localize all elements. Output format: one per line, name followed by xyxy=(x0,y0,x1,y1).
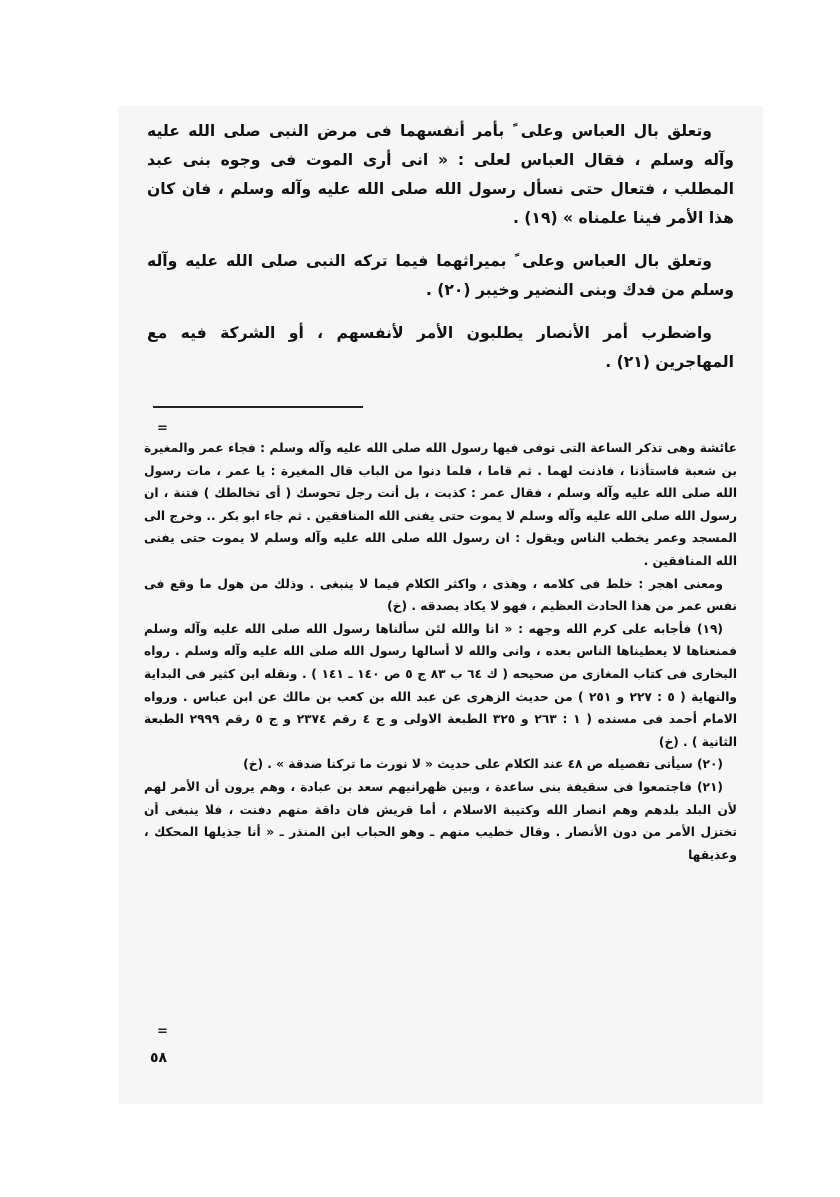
footnote-continued: ومعنى اهجر : خلط فى كلامه ، وهذى ، واكثر الكلام فيما لا ينبغى . وذلك من هول ما وقع فى نفس عمر من هذا الحادث العظيم ، فهو لا يكاد يصدقه . (خ) xyxy=(144,576,737,614)
paragraph: وتعلق بال العباس وعلى ً بأمر أنفسهما فى مرض النبى صلى الله عليه وآله وسلم ، فقال العباس لعلى : « انى أرى الموت فى وجوه بنى عبد المطلب ، فتعال حتى نسأل رسول الله صلى الله عليه وآله وسلم ، فان كان هذا الأمر فينا علمناه » (١٩) . xyxy=(147,122,734,227)
footnote-continued: عائشة وهى تذكر الساعة التى توفى فيها رسول الله صلى الله عليه وآله وسلم : فجاء عمر والمغيرة بن شعبة فاستأذنا ، فاذنت لهما . ثم قاما ، فلما دنوا من الباب قال المغيرة : يا عمر ، مات رسول الله صلى الله عليه وآله وسلم ، فقال عمر : كذبت ، بل أنت رجل تحوسك ( أى تخالطك ) فتنة ، ان رسول الله صلى الله عليه وآله وسلم لا يموت حتى يفنى الله المنافقين . ثم جاء ابو بكر .. وخرج الى المسجد وعمر يخطب الناس ويقول : ان رسول الله صلى الله عليه وآله وسلم لا يموت حتى يفنى الله المنافقين . xyxy=(144,441,737,568)
page-number: ٥٨ xyxy=(150,1050,168,1066)
book-page xyxy=(118,106,763,1104)
continuation-mark: = xyxy=(157,421,168,436)
paragraph: وتعلق بال العباس وعلى ً بميراثهما فيما تركه النبى صلى الله عليه وآله وسلم من فدك وبنى النضير وخيبر (٢٠) . xyxy=(147,252,734,299)
main-text xyxy=(147,117,734,377)
footnote-20: (٢٠) سيأتى تفصيله ص ٤٨ عند الكلام على حديث « لا نورث ما تركنا صدقة » . (خ) xyxy=(243,757,723,772)
continuation-mark: = xyxy=(157,1024,168,1039)
footnote-separator xyxy=(153,406,363,408)
footnote-21: (٢١) فاجتمعوا فى سقيفة بنى ساعدة ، وبين ظهرانيهم سعد بن عبادة ، وهم يرون أن الأمر لهم لأن البلد بلدهم وهم انصار الله وكتيبة الاسلام ، أما قريش فان داقة منهم دفنت ، فلا ينبغى أن تختزل الأمر من دون الأنصار . وقال خطيب منهم ـ وهو الحباب ابن المنذر ـ « أنا جذيلها المحكك ، وعذيقها xyxy=(144,779,737,862)
footnotes xyxy=(144,437,737,866)
footnote-19: (١٩) فأجابه على كرم الله وجهه : « انا والله لئن سألناها رسول الله صلى الله عليه وآله وسلم فمنعناها لا يعطيناها الناس بعده ، وانى والله لا أسالها رسول الله صلى الله عليه وآله وسلم . رواه البخارى فى كتاب المغازى من صحيحه ( ك ٦٤ ب ٨٣ ج ٥ ص ١٤٠ ـ ١٤١ ) . ونقله ابن كثير فى البداية والنهاية ( ٥ : ٢٢٧ و ٢٥١ ) من حديث الزهرى عن عبد الله بن كعب بن مالك عن ابن عباس . ورواه الامام أحمد فى مسنده ( ١ : ٢٦٣ و ٣٢٥ الطبعة الاولى و ج ٤ رقم ٢٣٧٤ و ج ٥ رقم ٢٩٩٩ الطبعة الثانية ) . (خ) xyxy=(144,621,738,749)
paragraph: واضطرب أمر الأنصار يطلبون الأمر لأنفسهم ، أو الشركة فيه مع المهاجرين (٢١) . xyxy=(147,324,734,371)
